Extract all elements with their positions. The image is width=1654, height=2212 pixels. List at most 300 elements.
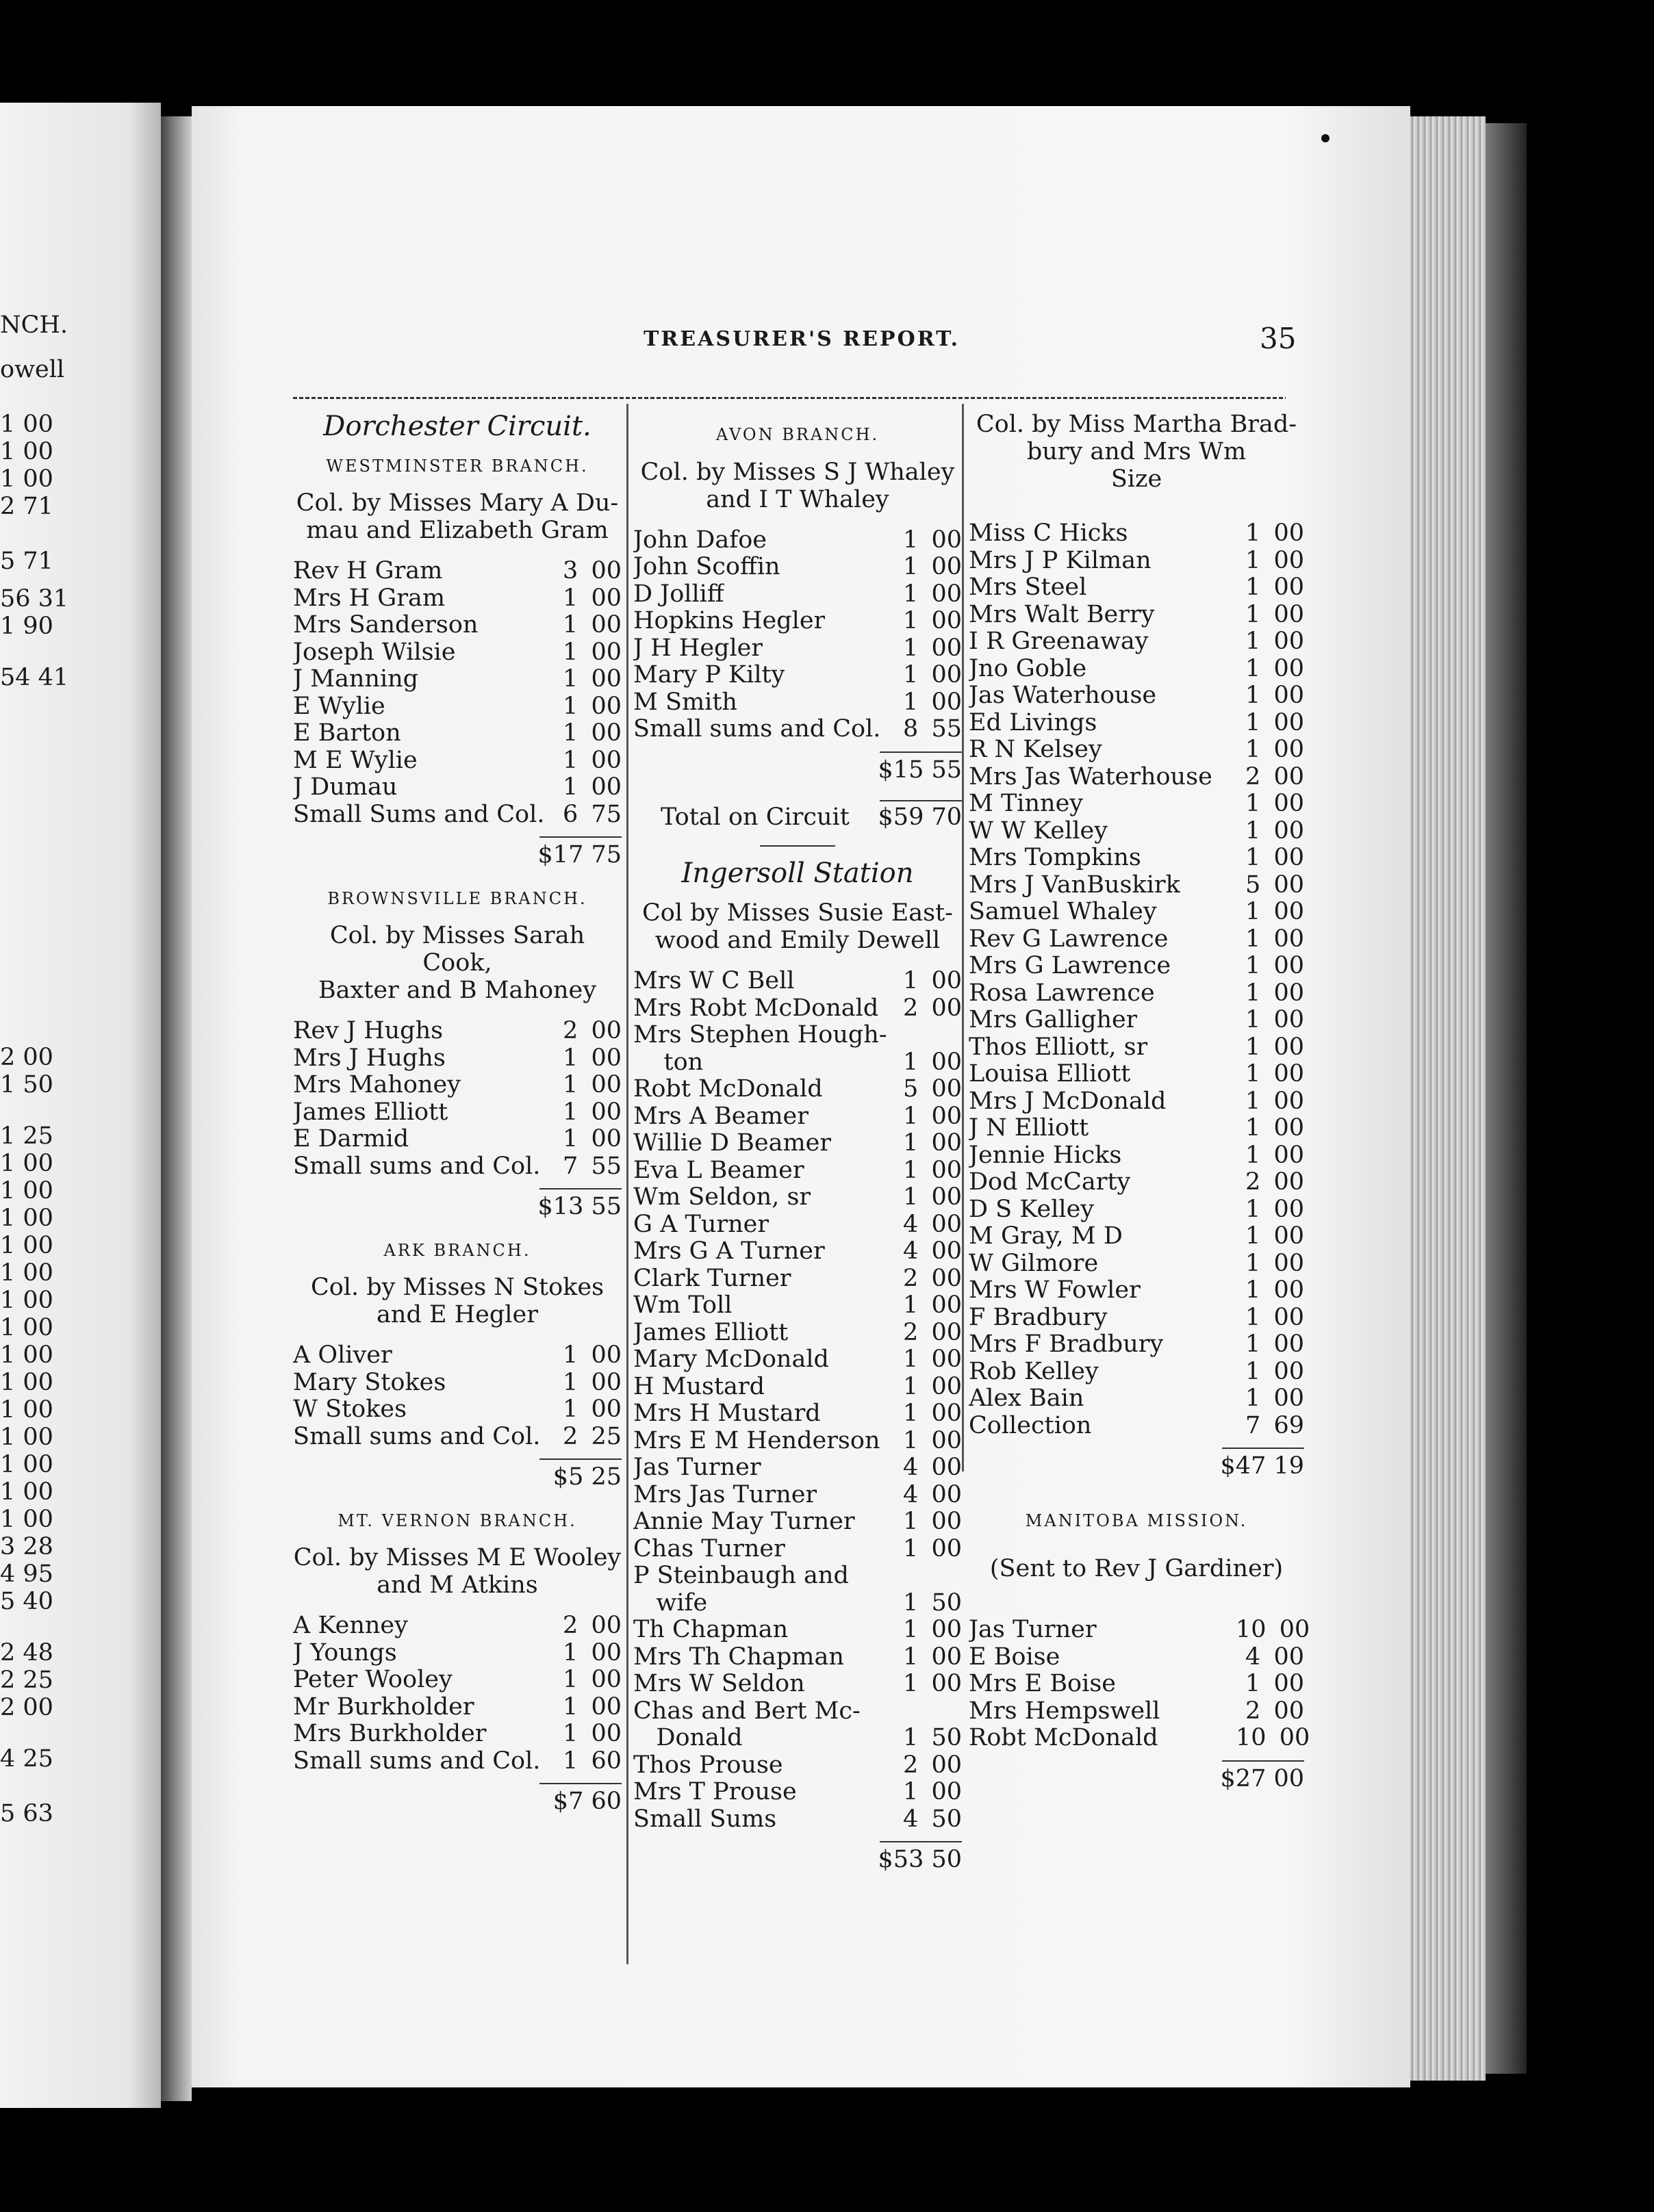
entry-amount [893, 716, 962, 743]
entry-dollars: 1 [1245, 1330, 1261, 1358]
collector-note: Col. by Misses Sarah Cook, Baxter and B Mahoney [318, 922, 597, 1004]
entry-amount [893, 1617, 962, 1644]
entry-cents: 00 [931, 1643, 962, 1671]
left-page-fragment: 1 00 [0, 1424, 53, 1451]
entry-cents: 00 [1273, 1670, 1304, 1697]
entry-amount [552, 666, 622, 693]
left-page-fragment: 1 50 [0, 1071, 53, 1098]
entry-amount [893, 1590, 962, 1617]
entry-row [633, 1400, 962, 1428]
entry-cents: 00 [1273, 654, 1304, 682]
entry-row [293, 612, 622, 639]
entry-amount [1236, 1671, 1304, 1698]
section-total: $15 55 [878, 756, 962, 784]
entry-row [633, 1022, 962, 1049]
entry-row [293, 1640, 622, 1667]
left-page-fragment: 2 25 [0, 1667, 53, 1694]
left-page-fragment: 5 63 [0, 1800, 53, 1827]
entry-amount [1236, 818, 1304, 845]
entry-name: Robt McDonald [969, 1725, 1158, 1751]
entry-dollars: 1 [903, 661, 919, 689]
entry-amount [893, 1454, 962, 1482]
entry-cents: 00 [591, 1368, 622, 1396]
entry-amount [893, 662, 962, 689]
entry-cents: 00 [591, 584, 622, 612]
entry-dollars: 1 [1245, 1249, 1261, 1277]
entry-dollars: 1 [1245, 600, 1261, 628]
entry-amount [1236, 548, 1304, 575]
entry-dollars: 1 [1245, 1060, 1261, 1088]
entry-row [633, 1617, 962, 1644]
entry-row [969, 548, 1304, 575]
entry-dollars: 1 [563, 1368, 578, 1396]
entry-row [633, 1211, 962, 1239]
entry-name: Samuel Whaley [969, 899, 1157, 925]
entry-row [633, 608, 962, 635]
entry-amount [552, 1018, 622, 1045]
entry-row [633, 1536, 962, 1563]
entry-name: James Elliott [293, 1098, 448, 1126]
entry-cents: 00 [591, 1666, 622, 1693]
entry-dollars: 1 [1245, 628, 1261, 655]
entry-row [293, 1748, 622, 1775]
entry-row [969, 1304, 1304, 1332]
entry-name: Thos Elliott, sr [969, 1033, 1148, 1061]
entry-row [969, 1277, 1304, 1304]
entry-cents: 00 [1273, 628, 1304, 655]
entry-name: Hopkins Hegler [633, 608, 826, 634]
entry-amount [893, 1184, 962, 1211]
entry-cents: 00 [591, 773, 622, 801]
entry-dollars: 1 [1245, 979, 1261, 1007]
entry-row [969, 790, 1304, 818]
entry-name: Jas Waterhouse [969, 682, 1157, 709]
entry-name: Mrs J P Kilman [969, 547, 1152, 574]
entry-cents: 00 [591, 1720, 622, 1747]
entry-name: I R Greenaway [969, 628, 1149, 655]
column-divider-2 [962, 404, 964, 1471]
entry-dollars: 1 [903, 526, 919, 554]
entry-cents: 00 [931, 1102, 962, 1130]
entry-name: E Wylie [293, 693, 385, 720]
entry-cents: 00 [591, 1638, 622, 1667]
collector-note: Col. by Misses N Stokes and E Hegler [310, 1274, 605, 1328]
mission-title: MANITOBA MISSION. [1025, 1510, 1248, 1530]
entry-amount [893, 581, 962, 608]
entry-amount [552, 693, 622, 721]
entry-name: Ed Livings [969, 709, 1097, 736]
entry-amount [1236, 899, 1304, 926]
entry-amount [1236, 1724, 1310, 1752]
entry-name: M Smith [633, 689, 737, 716]
entry-dollars: 1 [903, 607, 919, 634]
left-page-fragment: 3 28 [0, 1533, 53, 1560]
book-gutter [161, 116, 192, 2101]
entry-amount [893, 1130, 962, 1157]
entry-name: W Stokes [293, 1396, 407, 1423]
entry-row [633, 1482, 962, 1509]
entry-row [633, 1130, 962, 1157]
left-page-fragment: 1 00 [0, 1314, 53, 1341]
entry-row [633, 968, 962, 995]
entry-name: Mrs Sanderson [293, 612, 479, 639]
entry-dollars: 1 [1245, 1033, 1261, 1061]
entry-amount [893, 1049, 962, 1077]
entry-row [969, 1250, 1304, 1278]
section-total: $5 25 [552, 1463, 622, 1491]
book-cover-edge [1486, 123, 1527, 2074]
entry-dollars: 1 [903, 1400, 919, 1427]
entry-cents: 00 [1273, 1222, 1304, 1250]
entry-dollars: 1 [903, 553, 919, 580]
left-page-fragment: 1 00 [0, 1150, 53, 1177]
entry-cents: 00 [1273, 1033, 1304, 1061]
entry-name: Alex Bain [969, 1385, 1084, 1412]
entry-name: Rob Kelley [969, 1358, 1099, 1385]
branch-title: MT. VERNON BRANCH. [338, 1510, 577, 1530]
entry-amount [893, 1698, 962, 1725]
entry-cents: 50 [931, 1724, 962, 1751]
entry-row [633, 1238, 962, 1265]
circuit-title: Dorchester Circuit. [323, 411, 591, 442]
entry-amount [1236, 1034, 1304, 1062]
entry-amount [552, 1099, 622, 1127]
entry-name: Small sums and Col. [633, 716, 881, 743]
entry-amount [893, 635, 962, 663]
page-edges [1410, 116, 1486, 2081]
entry-dollars: 1 [903, 1508, 919, 1535]
entry-row [633, 1725, 962, 1752]
entry-name: R N Kelsey [969, 736, 1102, 763]
entry-name: Small Sums [633, 1805, 777, 1833]
left-page-fragment: 56 31 [0, 585, 69, 613]
entry-row [633, 1590, 962, 1617]
left-page-fragment: 1 00 [0, 1396, 53, 1424]
entry-name: Mrs A Beamer [633, 1103, 809, 1130]
entry-dollars: 1 [1245, 682, 1261, 709]
entry-amount [893, 968, 962, 995]
entry-row [969, 1413, 1304, 1440]
entry-name: J Manning [293, 666, 419, 693]
entry-dollars: 1 [903, 1048, 919, 1076]
entry-name: Louisa Elliott [969, 1061, 1131, 1088]
entry-amount [893, 1562, 962, 1590]
entry-amount [893, 1346, 962, 1374]
entry-amount [893, 1292, 962, 1320]
entry-row [969, 845, 1304, 872]
entry-dollars: 1 [563, 1341, 578, 1369]
mission-note: (Sent to Rev J Gardiner) [989, 1555, 1284, 1582]
entry-amount [893, 608, 962, 635]
left-page-fragment: NCH. [0, 311, 68, 339]
entry-cents: 00 [931, 634, 962, 662]
running-head: TREASURER'S REPORT. [644, 327, 960, 351]
entry-cents: 00 [1273, 871, 1304, 899]
entry-amount [893, 689, 962, 717]
entry-row [969, 818, 1304, 845]
entry-row [969, 1698, 1304, 1725]
entry-name: Jennie Hicks [969, 1142, 1122, 1169]
entry-row [969, 1644, 1304, 1671]
entry-row [969, 953, 1304, 980]
entry-name: Mrs G A Turner [633, 1238, 825, 1265]
entry-amount [1236, 1007, 1304, 1034]
entry-dollars: 1 [563, 665, 578, 693]
left-page-fragment: 4 95 [0, 1560, 53, 1588]
entry-cents: 00 [931, 688, 962, 716]
entry-dollars: 2 [1245, 1697, 1261, 1725]
entry-cents: 00 [1273, 1330, 1304, 1358]
entry-dollars: 1 [1245, 519, 1261, 547]
entry-name: Mrs H Gram [293, 584, 446, 612]
total-rule [539, 1188, 622, 1189]
entry-row [633, 1184, 962, 1211]
entry-row [969, 1169, 1304, 1196]
entry-dollars: 1 [1245, 1195, 1261, 1223]
entry-cents: 00 [931, 661, 962, 689]
total-rule [539, 1783, 622, 1784]
left-page-fragment: 5 40 [0, 1588, 53, 1615]
entry-amount [552, 720, 622, 747]
entry-row [633, 1157, 962, 1185]
entry-dollars: 1 [903, 688, 919, 716]
entry-cents: 00 [1273, 1060, 1304, 1088]
entry-dollars: 1 [1245, 1141, 1261, 1169]
entry-row [633, 716, 962, 743]
entry-cents: 00 [931, 1237, 962, 1265]
entry-amount [893, 1536, 962, 1563]
entry-row [969, 764, 1304, 791]
entry-dollars: 1 [903, 634, 919, 662]
left-page-fragment: 1 25 [0, 1122, 53, 1150]
entry-dollars: 1 [1245, 574, 1261, 601]
entry-row [293, 585, 622, 613]
entry-name: Robt McDonald [633, 1076, 823, 1103]
total-rule [539, 836, 622, 838]
entry-dollars: 4 [903, 1805, 919, 1833]
entry-dollars: 8 [903, 715, 919, 743]
entry-cents: 00 [1273, 519, 1304, 547]
entry-cents: 00 [1273, 546, 1304, 574]
entry-amount [893, 1671, 962, 1698]
left-page-fragment: 1 00 [0, 465, 53, 493]
section-total: $7 60 [552, 1788, 622, 1815]
entry-dollars: 1 [903, 1183, 919, 1211]
entry-cents: 00 [931, 1534, 962, 1562]
entry-amount [1236, 1061, 1304, 1088]
entry-amount [552, 1424, 622, 1451]
entry-cents: 00 [931, 1264, 962, 1292]
entry-cents: 00 [931, 526, 962, 554]
entry-row [633, 1454, 962, 1482]
total-rule [539, 1458, 622, 1460]
entry-name: Mrs Jas Waterhouse [969, 763, 1212, 790]
entry-cents: 00 [1273, 1303, 1304, 1331]
entry-name: Donald [633, 1725, 743, 1751]
entry-name: Mrs J VanBuskirk [969, 871, 1180, 899]
left-page-fragment: 54 41 [0, 664, 69, 691]
entry-row [969, 520, 1304, 548]
entry-row [633, 581, 962, 608]
left-page-fragment: 1 00 [0, 1506, 53, 1533]
entry-dollars: 1 [563, 1720, 578, 1747]
entry-name: John Scoffin [633, 554, 780, 580]
entry-name: James Elliott [633, 1319, 789, 1346]
entry-dollars: 1 [903, 1102, 919, 1130]
entry-dollars: 1 [903, 1616, 919, 1643]
entry-cents: 00 [1273, 925, 1304, 953]
entry-dollars: 1 [1245, 925, 1261, 953]
entry-amount [1236, 1304, 1304, 1332]
entry-amount [552, 1396, 622, 1424]
entry-cents: 00 [931, 1616, 962, 1643]
left-page-fragment: 4 25 [0, 1745, 53, 1773]
entry-row [633, 1698, 962, 1725]
entry-amount [893, 1103, 962, 1131]
entry-name: H Mustard [633, 1373, 765, 1400]
entry-dollars: 1 [903, 1346, 919, 1373]
entry-name: Eva L Beamer [633, 1157, 804, 1184]
collector-note: Col. by Miss Martha Brad- bury and Mrs Wm Size [976, 411, 1297, 493]
entry-row [633, 1428, 962, 1455]
entry-amount [893, 1157, 962, 1185]
entry-amount [1236, 1644, 1304, 1671]
entry-name: Jno Goble [969, 655, 1087, 682]
entry-name: Wm Toll [633, 1292, 733, 1319]
entry-row [969, 899, 1304, 926]
entry-amount [1236, 1142, 1304, 1170]
entry-name: Miss C Hicks [969, 520, 1128, 547]
left-page-fragment: 1 00 [0, 1177, 53, 1205]
entry-amount [1236, 764, 1304, 791]
circuit-total-row [633, 804, 962, 832]
entry-name: Mary P Kilty [633, 662, 785, 689]
entry-amount [893, 1508, 962, 1536]
entry-name: Mrs Mahoney [293, 1072, 461, 1098]
branch-title: WESTMINSTER BRANCH. [326, 456, 589, 476]
entry-dollars: 1 [903, 1724, 919, 1751]
entry-row [633, 1508, 962, 1536]
entry-cents: 00 [931, 1156, 962, 1184]
entry-amount [1236, 710, 1304, 737]
entry-cents: 00 [931, 607, 962, 634]
entry-name: G A Turner [633, 1211, 769, 1238]
branch-title: ARK BRANCH. [383, 1240, 531, 1260]
entry-name: P Steinbaugh and [633, 1562, 849, 1589]
entry-cents: 50 [931, 1805, 962, 1833]
section-total: $47 19 [1220, 1452, 1304, 1480]
total-rule [880, 800, 962, 801]
entry-dollars: 10 [1236, 1724, 1267, 1751]
entry-dollars: 4 [903, 1237, 919, 1265]
entry-amount [893, 1076, 962, 1103]
entry-row [293, 1099, 622, 1127]
entry-cents: 00 [931, 994, 962, 1022]
entry-amount [893, 1374, 962, 1401]
entry-name: J H Hegler [633, 634, 763, 662]
entry-cents: 00 [931, 1508, 962, 1535]
entry-dollars: 2 [903, 1264, 919, 1292]
entry-name: Dod McCarty [969, 1169, 1131, 1196]
entry-cents: 00 [1273, 898, 1304, 925]
total-rule [880, 751, 962, 753]
entry-name: Jas Turner [633, 1454, 761, 1481]
entry-amount [893, 1265, 962, 1293]
entry-name: Mrs Th Chapman [633, 1643, 844, 1671]
collector-note: Col. by Misses Mary A Du- mau and Elizabeth Gram [296, 489, 619, 544]
entry-cents: 00 [931, 1670, 962, 1697]
entry-cents: 00 [1273, 952, 1304, 979]
entry-amount [552, 558, 622, 585]
entry-cents: 00 [1273, 1249, 1304, 1277]
entry-cents: 00 [591, 611, 622, 639]
entry-row [293, 1369, 622, 1397]
entry-amount [893, 1752, 962, 1779]
entry-dollars: 1 [1245, 708, 1261, 736]
entry-name: Thos Prouse [633, 1751, 783, 1779]
entry-row [633, 1374, 962, 1401]
left-page-fragment: 1 00 [0, 438, 53, 465]
entry-amount [893, 1779, 962, 1806]
entry-amount [893, 1238, 962, 1265]
entry-row [969, 926, 1304, 953]
entry-cents: 00 [1273, 979, 1304, 1007]
left-page-fragment: 1 00 [0, 1451, 53, 1478]
entry-cents: 00 [1273, 790, 1304, 817]
entry-row [633, 995, 962, 1023]
entry-amount [552, 801, 622, 829]
entry-name: M Tinney [969, 790, 1084, 817]
entry-amount [1236, 845, 1304, 872]
entry-name: Th Chapman [633, 1617, 789, 1643]
entry-name: wife [633, 1589, 708, 1617]
entry-dollars: 1 [1245, 1670, 1261, 1697]
entry-row [293, 747, 622, 775]
entry-cents: 00 [591, 1693, 622, 1721]
entry-dollars: 2 [1245, 762, 1261, 790]
entry-dollars: 1 [563, 773, 578, 801]
entry-amount [1236, 1359, 1304, 1386]
entry-dollars: 1 [1245, 1357, 1261, 1385]
entry-amount [1236, 1385, 1304, 1413]
entry-row [633, 662, 962, 689]
entry-dollars: 1 [903, 1156, 919, 1184]
entry-cents: 00 [591, 1017, 622, 1044]
entry-amount [1236, 1277, 1304, 1304]
entry-row [293, 639, 622, 667]
entry-amount [552, 1721, 622, 1748]
entry-row [293, 774, 622, 801]
entry-dollars: 2 [563, 1017, 578, 1044]
entry-cents: 00 [931, 1480, 962, 1508]
entry-cents: 00 [1273, 816, 1304, 845]
entry-amount [1236, 1196, 1304, 1224]
entry-dollars: 6 [563, 800, 578, 828]
entry-name: E Barton [293, 720, 401, 747]
entry-cents: 00 [931, 1426, 962, 1454]
entry-cents: 00 [1273, 1087, 1304, 1115]
left-page-fragment: 2 00 [0, 1044, 53, 1071]
entry-cents: 00 [1273, 708, 1304, 736]
entry-dollars: 2 [903, 994, 919, 1022]
entry-amount [552, 1612, 622, 1640]
entry-row [969, 1359, 1304, 1386]
entry-cents: 00 [931, 1075, 962, 1103]
entry-dollars: 4 [903, 1454, 919, 1481]
entry-row [969, 1034, 1304, 1062]
entry-dollars: 1 [903, 1778, 919, 1805]
entry-name: Collection [969, 1412, 1092, 1439]
